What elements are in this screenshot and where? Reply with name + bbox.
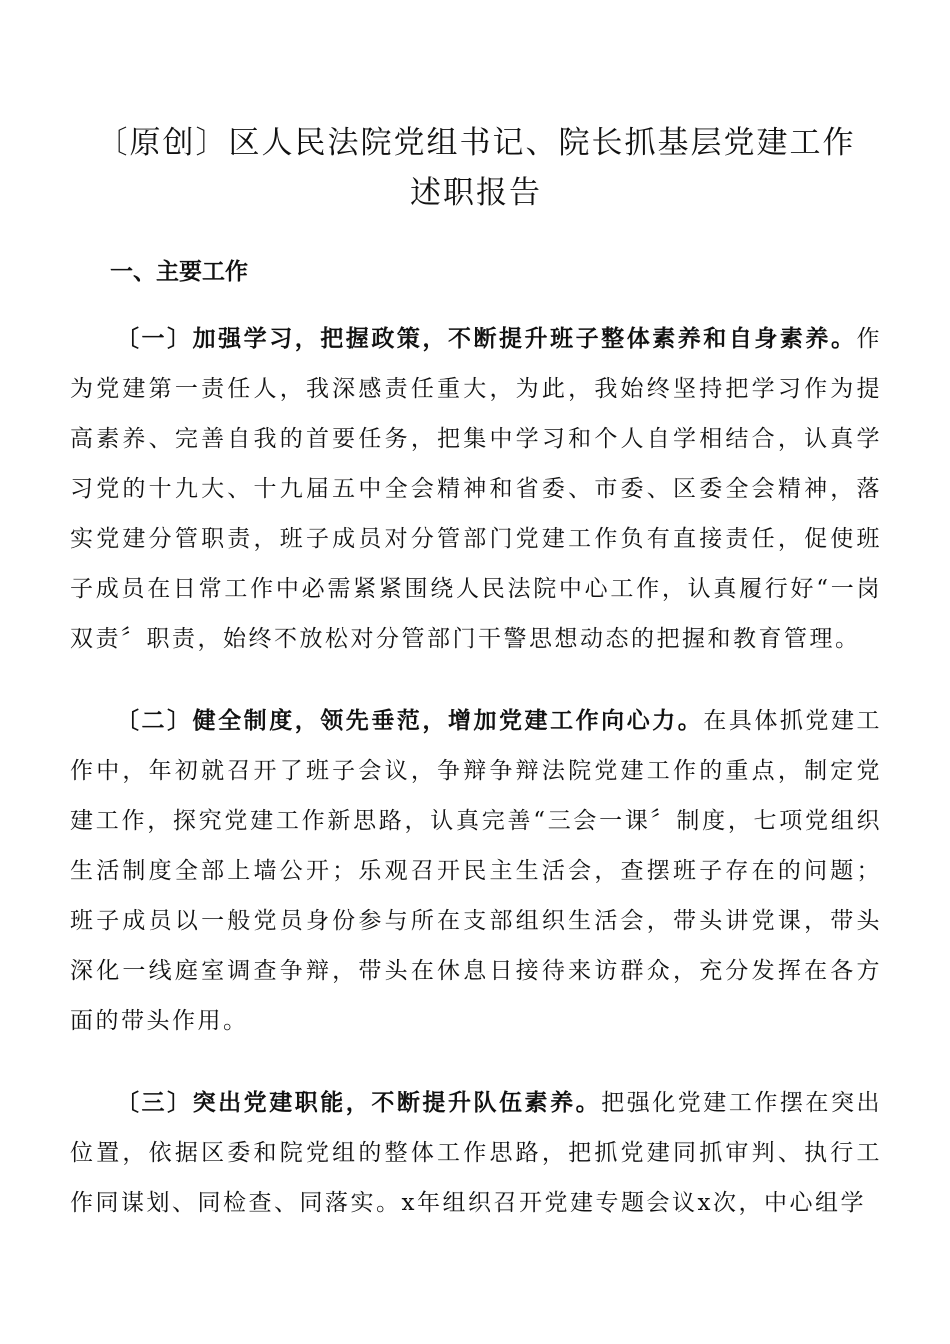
- paragraph-2: [70, 696, 882, 1046]
- paragraph-2-lead: 〔二〕健全制度，领先垂范，增加党建工作向心力。: [116, 707, 704, 734]
- document-page: [70, 118, 882, 1228]
- paragraph-1: [70, 314, 882, 664]
- title-line-1: 〔原创〕区人民法院党组书记、院长抓基层党建工作: [96, 125, 856, 161]
- document-title: [70, 118, 882, 218]
- title-line-2: 述职报告: [410, 175, 542, 211]
- paragraph-2-body: 在具体抓党建工作中，年初就召开了班子会议，争辩争辩法院党建工作的重点，制定党建工作，探究党建工作新思路，认真完善“三会一课〞制度，七项党组织生活制度全部上墙公开；乐观召开民主生活会，查摆班子存在的问题；班子成员以一般党员身份参与所在支部组织生活会，带头讲党课，带头深化一线庭室调查争辩，带头在休息日接待来访群众，充分发挥在各方面的带头作用。: [70, 708, 883, 1034]
- paragraph-1-body: 作为党建第一责任人，我深感责任重大，为此，我始终坚持把学习作为提高素养、完善自我的首要任务，把集中学习和个人自学相结合，认真学习党的十九大、十九届五中全会精神和省委、市委、区委全会精神，落实党建分管职责，班子成员对分管部门党建工作负有直接责任，促使班子成员在日常工作中必需紧紧围绕人民法院中心工作，认真履行好“一岗双责〞职责，始终不放松对分管部门干警思想动态的把握和教育管理。: [70, 326, 882, 652]
- paragraph-1-lead: 〔一〕加强学习，把握政策，不断提升班子整体素养和自身素养。: [116, 325, 857, 352]
- section-heading: 一、主要工作: [110, 258, 248, 285]
- paragraph-3-lead: 〔三〕突出党建职能，不断提升队伍素养。: [116, 1089, 602, 1116]
- paragraph-3: [70, 1078, 882, 1228]
- paragraph-3-body: 把强化党建工作摆在突出位置，依据区委和院党组的整体工作思路，把抓党建同抓审判、执行工作同谋划、同检查、同落实。x年组织召开党建专题会议x次，中心组学: [70, 1090, 883, 1216]
